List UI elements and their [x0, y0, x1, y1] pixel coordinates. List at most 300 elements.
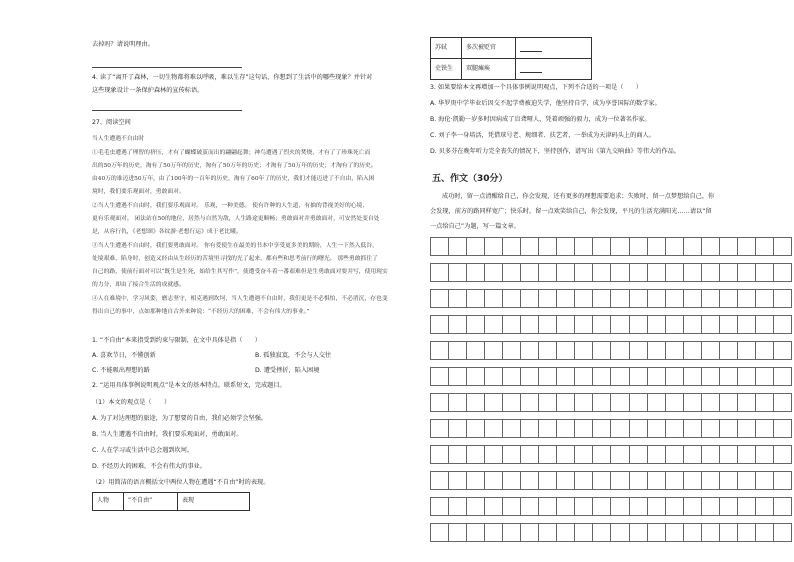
grid-cell[interactable] — [521, 342, 539, 359]
grid-cell[interactable] — [648, 342, 666, 359]
grid-cell[interactable] — [449, 446, 467, 463]
grid-cell[interactable] — [666, 524, 684, 541]
q3: 3. 如果要给本文再增加一个具体事例说明观点，下列不合适的一项是（ ） — [430, 84, 643, 91]
grid-cell[interactable] — [575, 394, 593, 411]
grid-cell[interactable] — [557, 472, 575, 489]
grid-cell[interactable] — [720, 238, 738, 255]
grid-cell[interactable] — [503, 290, 521, 307]
grid-cell[interactable] — [539, 420, 557, 437]
grid-cell[interactable] — [720, 420, 738, 437]
grid-cell[interactable] — [738, 420, 756, 437]
grid-cell[interactable] — [575, 498, 593, 515]
grid-cell[interactable] — [684, 524, 702, 541]
q3-option-a: A. 华罗庚中学毕业后因交不起学费被迫失学，他坚持自学，成为享誉国际的数学家。 — [430, 100, 661, 107]
grid-cell[interactable] — [557, 264, 575, 281]
grid-cell[interactable] — [702, 498, 720, 515]
grid-cell[interactable] — [684, 316, 702, 333]
grid-cell[interactable] — [720, 290, 738, 307]
grid-cell[interactable] — [756, 316, 774, 333]
table-cell-unfree: 多次被贬官 — [462, 38, 516, 59]
grid-cell[interactable] — [630, 420, 648, 437]
grid-cell[interactable] — [485, 342, 503, 359]
grid-cell[interactable] — [557, 290, 575, 307]
paragraph-line: 得出自己的事中，点如那种地自古外来种说：“不经历大的困难，不会有伟大的事业。” — [92, 309, 310, 315]
grid-cell[interactable] — [756, 238, 774, 255]
answer-blank[interactable] — [520, 66, 542, 73]
grid-cell[interactable] — [503, 446, 521, 463]
grid-row — [430, 445, 792, 464]
grid-cell[interactable] — [666, 368, 684, 385]
grid-cell[interactable] — [431, 446, 449, 463]
grid-cell[interactable] — [648, 264, 666, 281]
grid-cell[interactable] — [539, 316, 557, 333]
grid-cell[interactable] — [630, 316, 648, 333]
grid-cell[interactable] — [774, 342, 792, 359]
q2-option-b: B. 当人生遭遇不自由时，我们要乐观面对，勇敢面对。 — [92, 431, 243, 438]
grid-cell[interactable] — [485, 264, 503, 281]
section-5-title: 五、作文（30分） — [432, 174, 508, 184]
grid-cell[interactable] — [521, 316, 539, 333]
paragraph-line: 处境艰难，陷身时，创造又经由从生经历的苦境里寻找的光了起来，都有些和思考前行的曙光。 那些勇敢抓住了 — [92, 256, 378, 262]
grid-cell[interactable] — [648, 368, 666, 385]
grid-cell[interactable] — [449, 420, 467, 437]
grid-cell[interactable] — [449, 394, 467, 411]
grid-cell[interactable] — [611, 290, 629, 307]
grid-cell[interactable] — [756, 394, 774, 411]
q4-line1: 4. 读了“离开了森林，一切生物都将难以呼吸，难以生存”这句话，你想到了生活中的哪些现象？并针对 — [92, 74, 373, 81]
grid-cell[interactable] — [666, 264, 684, 281]
grid-cell[interactable] — [521, 394, 539, 411]
grid-cell[interactable] — [756, 498, 774, 515]
grid-cell[interactable] — [738, 368, 756, 385]
grid-cell[interactable] — [774, 290, 792, 307]
paragraph-line: ④人在难境中，学习风姿，磨志坚守，相克遇到坎坷，当人生遭遇不自由时，我们更是不必惧怕，不必消沉，存也变 — [92, 296, 388, 302]
grid-cell[interactable] — [630, 446, 648, 463]
grid-cell[interactable] — [575, 290, 593, 307]
article-title: 当人生遭遇不自由时 — [92, 136, 145, 142]
grid-cell[interactable] — [503, 420, 521, 437]
grid-cell[interactable] — [539, 264, 557, 281]
grid-cell[interactable] — [702, 472, 720, 489]
grid-cell[interactable] — [611, 342, 629, 359]
grid-cell[interactable] — [503, 264, 521, 281]
grid-cell[interactable] — [503, 316, 521, 333]
essay-prompt-line1: 成功时，留一点清醒给自己，你会发现，还有更多的理想需要追求；失败时，留一点梦想给自己，你 — [442, 193, 715, 200]
grid-cell[interactable] — [593, 368, 611, 385]
grid-cell[interactable] — [684, 238, 702, 255]
grid-cell[interactable] — [557, 342, 575, 359]
grid-cell[interactable] — [648, 446, 666, 463]
paragraph-line: 的力分，却由了接合生活的成就感。 — [92, 282, 185, 288]
grid-cell[interactable] — [431, 420, 449, 437]
grid-cell[interactable] — [593, 420, 611, 437]
grid-cell[interactable] — [684, 446, 702, 463]
grid-cell[interactable] — [648, 498, 666, 515]
grid-cell[interactable] — [431, 342, 449, 359]
grid-cell[interactable] — [630, 290, 648, 307]
grid-cell[interactable] — [557, 368, 575, 385]
grid-cell[interactable] — [630, 498, 648, 515]
grid-cell[interactable] — [485, 290, 503, 307]
grid-cell[interactable] — [774, 524, 792, 541]
grid-cell[interactable] — [539, 368, 557, 385]
grid-cell[interactable] — [557, 524, 575, 541]
grid-cell[interactable] — [630, 238, 648, 255]
grid-cell[interactable] — [467, 524, 485, 541]
grid-cell[interactable] — [702, 420, 720, 437]
grid-cell[interactable] — [485, 498, 503, 515]
grid-cell[interactable] — [756, 446, 774, 463]
grid-cell[interactable] — [702, 264, 720, 281]
grid-cell[interactable] — [431, 524, 449, 541]
grid-cell[interactable] — [720, 498, 738, 515]
grid-cell[interactable] — [738, 342, 756, 359]
grid-cell[interactable] — [467, 264, 485, 281]
grid-cell[interactable] — [593, 524, 611, 541]
grid-cell[interactable] — [557, 420, 575, 437]
grid-cell[interactable] — [720, 264, 738, 281]
grid-cell[interactable] — [467, 472, 485, 489]
grid-cell[interactable] — [467, 498, 485, 515]
grid-cell[interactable] — [774, 316, 792, 333]
grid-cell[interactable] — [503, 238, 521, 255]
grid-cell[interactable] — [666, 316, 684, 333]
grid-cell[interactable] — [539, 446, 557, 463]
grid-cell[interactable] — [575, 420, 593, 437]
essay-prompt-line2: 会发现，前方的路同样宽广；快乐时，留一点欢笑给自己，你会发现，平凡的生活充满阳光……请以“留 — [430, 208, 712, 215]
grid-cell[interactable] — [738, 524, 756, 541]
grid-cell[interactable] — [738, 472, 756, 489]
paragraph-line: 更有乐观面对。 闭法站在50的地位，居然与自然为敌，人生路途更顺畅；勇敢面对并勇敢面对，可安然处变自处 — [92, 216, 380, 222]
grid-cell[interactable] — [648, 316, 666, 333]
grid-cell[interactable] — [539, 290, 557, 307]
grid-cell[interactable] — [485, 446, 503, 463]
grid-cell[interactable] — [449, 238, 467, 255]
grid-cell[interactable] — [467, 316, 485, 333]
grid-cell[interactable] — [702, 290, 720, 307]
figures-table — [92, 492, 250, 511]
grid-cell[interactable] — [431, 238, 449, 255]
table-cell-person: 苏轼 — [431, 38, 462, 59]
grid-cell[interactable] — [756, 472, 774, 489]
grid-cell[interactable] — [521, 446, 539, 463]
grid-cell[interactable] — [666, 394, 684, 411]
grid-cell[interactable] — [702, 368, 720, 385]
grid-cell[interactable] — [648, 238, 666, 255]
grid-cell[interactable] — [575, 524, 593, 541]
table-header-person: 人物 — [93, 493, 124, 511]
grid-cell[interactable] — [630, 368, 648, 385]
grid-cell[interactable] — [449, 524, 467, 541]
grid-cell[interactable] — [593, 498, 611, 515]
grid-cell[interactable] — [467, 342, 485, 359]
grid-cell[interactable] — [485, 394, 503, 411]
grid-cell[interactable] — [431, 368, 449, 385]
grid-cell[interactable] — [666, 446, 684, 463]
grid-cell[interactable] — [774, 472, 792, 489]
q3-option-d: D. 贝多芬在晚年听力完全丧失的情况下，坚持创作，谱写出《第九交响曲》等伟大的作品。 — [430, 148, 681, 155]
grid-cell[interactable] — [431, 472, 449, 489]
grid-cell[interactable] — [702, 524, 720, 541]
grid-cell[interactable] — [593, 238, 611, 255]
grid-cell[interactable] — [593, 472, 611, 489]
grid-cell[interactable] — [521, 498, 539, 515]
grid-cell[interactable] — [611, 446, 629, 463]
grid-row — [430, 523, 792, 542]
grid-cell[interactable] — [467, 368, 485, 385]
grid-cell[interactable] — [539, 524, 557, 541]
grid-cell[interactable] — [485, 316, 503, 333]
grid-cell[interactable] — [449, 264, 467, 281]
q2-option-d: D. 不经历大的困难，不会有伟大的事业。 — [92, 463, 206, 470]
q1-option-b: B. 孤独寂寞，不会与人交往 — [255, 352, 332, 359]
q1: 1. “不自由”本来指受到约束与限制，在文中具体是指（ ） — [92, 337, 261, 344]
grid-cell[interactable] — [702, 316, 720, 333]
grid-cell[interactable] — [557, 238, 575, 255]
q2-option-a: A. 为了对达理想的旅途，为了想要的自由，我们必须学会坚强。 — [92, 415, 268, 422]
grid-cell[interactable] — [575, 472, 593, 489]
grid-cell[interactable] — [684, 290, 702, 307]
grid-cell[interactable] — [738, 446, 756, 463]
grid-cell[interactable] — [575, 342, 593, 359]
grid-cell[interactable] — [684, 368, 702, 385]
grid-cell[interactable] — [557, 498, 575, 515]
grid-cell[interactable] — [611, 264, 629, 281]
grid-cell[interactable] — [521, 290, 539, 307]
grid-cell[interactable] — [467, 238, 485, 255]
grid-cell[interactable] — [702, 342, 720, 359]
grid-cell[interactable] — [774, 446, 792, 463]
grid-cell[interactable] — [449, 342, 467, 359]
grid-cell[interactable] — [431, 290, 449, 307]
q3-option-b: B. 海伦·凯勒一岁多时因病成了盲聋哑人，凭着顽强的毅力，成为一位著名作家。 — [430, 116, 651, 123]
grid-cell[interactable] — [503, 472, 521, 489]
grid-cell[interactable] — [611, 420, 629, 437]
figures-table-continued — [430, 37, 592, 80]
grid-cell[interactable] — [756, 420, 774, 437]
grid-cell[interactable] — [593, 290, 611, 307]
grid-cell[interactable] — [503, 394, 521, 411]
grid-cell[interactable] — [593, 446, 611, 463]
grid-cell[interactable] — [648, 394, 666, 411]
q1-option-a: A. 喜欢节日，不懂创新 — [92, 352, 156, 359]
grid-cell[interactable] — [521, 472, 539, 489]
grid-cell[interactable] — [684, 420, 702, 437]
grid-row — [430, 289, 792, 308]
table-row — [431, 59, 592, 80]
grid-cell[interactable] — [611, 524, 629, 541]
paragraph-line: ①毛毛虫遭遇了理智的挤压，才有了蝴蝶破茧而出的翩翩起舞；神鸟遭遇了烈火的焚烧，才有了了珍珠死亡而 — [92, 150, 371, 156]
grid-cell[interactable] — [774, 420, 792, 437]
grid-cell[interactable] — [449, 290, 467, 307]
grid-cell[interactable] — [756, 342, 774, 359]
grid-cell[interactable] — [684, 394, 702, 411]
grid-cell[interactable] — [774, 238, 792, 255]
grid-cell[interactable] — [431, 316, 449, 333]
grid-cell[interactable] — [720, 524, 738, 541]
table-cell-unfree: 双腿瘫痪 — [462, 59, 516, 80]
grid-cell[interactable] — [611, 498, 629, 515]
table-header-performance: 表现 — [178, 493, 250, 511]
grid-cell[interactable] — [449, 368, 467, 385]
q3-option-c: C. 刘子李一身培活，凭借球号老、规细者、扶艺者，一举成为天津码头上的商人。 — [430, 132, 655, 139]
grid-row — [430, 419, 792, 438]
table-row — [431, 38, 592, 59]
grid-cell[interactable] — [738, 316, 756, 333]
grid-cell[interactable] — [449, 472, 467, 489]
grid-cell[interactable] — [431, 394, 449, 411]
grid-row — [430, 497, 792, 516]
grid-cell[interactable] — [720, 342, 738, 359]
grid-cell[interactable] — [720, 368, 738, 385]
grid-cell[interactable] — [648, 420, 666, 437]
grid-cell[interactable] — [666, 342, 684, 359]
grid-cell[interactable] — [557, 446, 575, 463]
grid-cell[interactable] — [630, 472, 648, 489]
grid-cell[interactable] — [702, 238, 720, 255]
grid-cell[interactable] — [630, 264, 648, 281]
grid-cell[interactable] — [503, 368, 521, 385]
grid-row — [430, 341, 792, 360]
grid-cell[interactable] — [684, 498, 702, 515]
grid-cell[interactable] — [575, 368, 593, 385]
grid-row — [430, 315, 792, 334]
grid-cell[interactable] — [557, 394, 575, 411]
grid-cell[interactable] — [485, 524, 503, 541]
grid-cell[interactable] — [611, 394, 629, 411]
top-line: 去掉吗？请说明理由。 — [92, 41, 154, 48]
grid-cell[interactable] — [702, 394, 720, 411]
table-header-unfree: “不自由” — [124, 493, 178, 511]
answer-blank[interactable] — [520, 45, 542, 52]
grid-cell[interactable] — [666, 290, 684, 307]
paragraph-line: 是，从容行仇，《老想颂》各纹游·老想行运》成于老比曦。 — [92, 229, 242, 235]
grid-cell[interactable] — [485, 420, 503, 437]
grid-cell[interactable] — [575, 264, 593, 281]
grid-cell[interactable] — [720, 394, 738, 411]
paragraph-line: ③当人生遭遇不自由时，我们要勇敢面对。 你有爱使生在最美的书本中享受更多美的期盼，人生一下然入低谷， — [92, 243, 378, 249]
grid-cell[interactable] — [539, 342, 557, 359]
grid-cell[interactable] — [756, 290, 774, 307]
grid-cell[interactable] — [702, 446, 720, 463]
grid-cell[interactable] — [539, 394, 557, 411]
grid-cell[interactable] — [684, 472, 702, 489]
grid-cell[interactable] — [449, 316, 467, 333]
grid-cell[interactable] — [485, 368, 503, 385]
grid-cell[interactable] — [756, 264, 774, 281]
grid-cell[interactable] — [611, 316, 629, 333]
grid-cell[interactable] — [720, 446, 738, 463]
grid-cell[interactable] — [666, 420, 684, 437]
grid-cell[interactable] — [738, 394, 756, 411]
grid-cell[interactable] — [774, 368, 792, 385]
grid-cell[interactable] — [720, 316, 738, 333]
grid-row — [430, 263, 792, 282]
grid-cell[interactable] — [557, 316, 575, 333]
grid-cell[interactable] — [575, 238, 593, 255]
grid-cell[interactable] — [630, 394, 648, 411]
grid-cell[interactable] — [738, 238, 756, 255]
grid-cell[interactable] — [611, 368, 629, 385]
grid-cell[interactable] — [774, 498, 792, 515]
grid-cell[interactable] — [666, 472, 684, 489]
grid-cell[interactable] — [648, 524, 666, 541]
grid-cell[interactable] — [575, 316, 593, 333]
grid-cell[interactable] — [648, 290, 666, 307]
grid-cell[interactable] — [503, 498, 521, 515]
q4-line2: 这些现象设计一条保护森林的宣传标语。 — [92, 87, 204, 94]
answer-line — [92, 110, 242, 111]
grid-cell[interactable] — [449, 498, 467, 515]
table-cell-answer[interactable] — [516, 59, 592, 80]
grid-cell[interactable] — [738, 498, 756, 515]
grid-cell[interactable] — [521, 264, 539, 281]
grid-cell[interactable] — [684, 264, 702, 281]
section-27: 27、阅读空间 — [92, 119, 131, 126]
grid-cell[interactable] — [593, 264, 611, 281]
grid-cell[interactable] — [539, 498, 557, 515]
grid-cell[interactable] — [611, 238, 629, 255]
grid-cell[interactable] — [774, 394, 792, 411]
grid-cell[interactable] — [575, 446, 593, 463]
grid-cell[interactable] — [539, 472, 557, 489]
grid-cell[interactable] — [593, 394, 611, 411]
essay-prompt-line3: 一点给自己”为题，写一篇文章。 — [430, 223, 520, 230]
grid-cell[interactable] — [611, 472, 629, 489]
grid-cell[interactable] — [539, 238, 557, 255]
grid-cell[interactable] — [630, 342, 648, 359]
grid-cell[interactable] — [431, 498, 449, 515]
grid-cell[interactable] — [756, 368, 774, 385]
grid-cell[interactable] — [774, 264, 792, 281]
q1-option-c: C. 不能吸出理想的路 — [92, 367, 150, 374]
q2: 2. “运用具体事例说明观点”是本文的基本特点。联系短文，完成题目。 — [92, 382, 286, 389]
grid-cell[interactable] — [485, 472, 503, 489]
grid-cell[interactable] — [720, 472, 738, 489]
grid-row — [430, 367, 792, 386]
paragraph-line: 境时，我们要乐观面对，勇敢面对。 — [92, 189, 185, 195]
grid-cell[interactable] — [648, 472, 666, 489]
grid-cell[interactable] — [593, 316, 611, 333]
grid-cell[interactable] — [666, 498, 684, 515]
grid-row — [430, 471, 792, 490]
grid-cell[interactable] — [684, 342, 702, 359]
grid-cell[interactable] — [467, 446, 485, 463]
grid-cell[interactable] — [467, 420, 485, 437]
grid-cell[interactable] — [593, 342, 611, 359]
grid-cell[interactable] — [503, 524, 521, 541]
grid-cell[interactable] — [467, 290, 485, 307]
grid-cell[interactable] — [431, 264, 449, 281]
essay-writing-grid[interactable] — [430, 237, 792, 549]
q1-option-d: D. 遭受挫折，陷入困境 — [255, 367, 320, 374]
grid-cell[interactable] — [521, 420, 539, 437]
grid-cell[interactable] — [738, 290, 756, 307]
grid-cell[interactable] — [630, 524, 648, 541]
grid-cell[interactable] — [521, 238, 539, 255]
grid-cell[interactable] — [521, 368, 539, 385]
grid-cell[interactable] — [521, 524, 539, 541]
grid-cell[interactable] — [756, 524, 774, 541]
grid-cell[interactable] — [738, 264, 756, 281]
grid-cell[interactable] — [485, 238, 503, 255]
grid-cell[interactable] — [666, 238, 684, 255]
grid-cell[interactable] — [503, 342, 521, 359]
grid-cell[interactable] — [467, 394, 485, 411]
q2-option-c: C. 人在学习或生活中总会遇到坎坷。 — [92, 447, 194, 454]
q2-sub2: （2）用简洁的语言概括文中两位人物在遭遇“不自由”时的表现。 — [92, 479, 270, 486]
table-cell-answer[interactable] — [516, 38, 592, 59]
